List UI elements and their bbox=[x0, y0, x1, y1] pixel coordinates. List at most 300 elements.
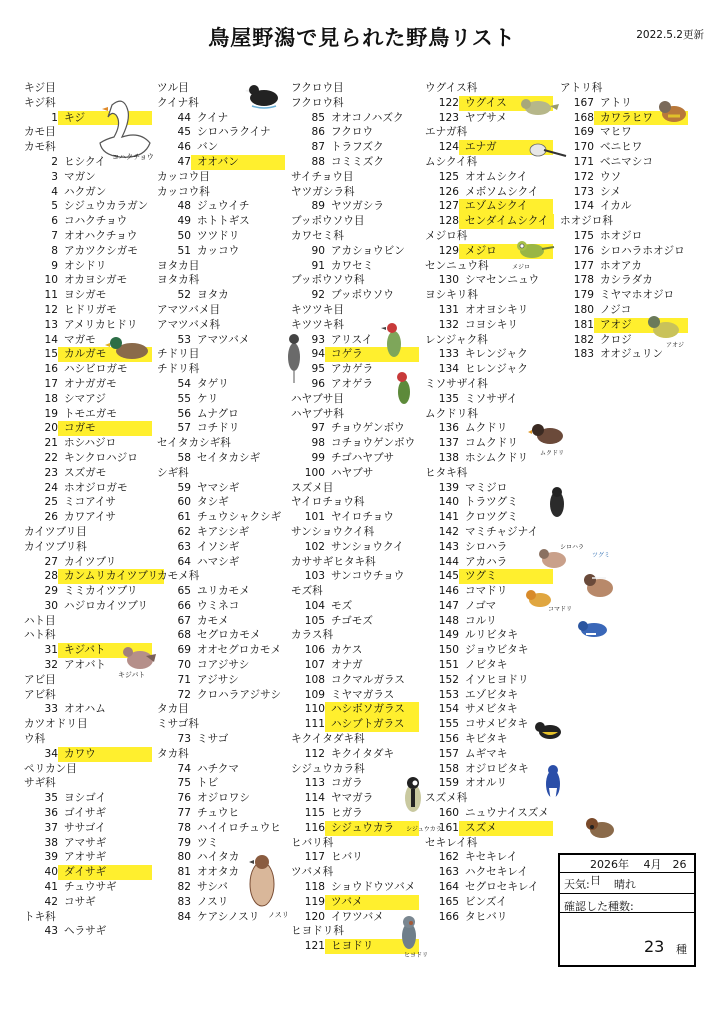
species-row[interactable] bbox=[24, 259, 164, 274]
species-number: 66 bbox=[177, 599, 191, 612]
species-row[interactable] bbox=[291, 599, 419, 614]
species-number: 27 bbox=[44, 555, 58, 568]
species-name: ハヤブサ bbox=[331, 466, 374, 479]
species-row[interactable] bbox=[24, 303, 164, 318]
species-row[interactable] bbox=[24, 199, 164, 214]
species-row[interactable] bbox=[24, 481, 164, 496]
species-row[interactable] bbox=[157, 244, 285, 259]
species-number: 16 bbox=[44, 363, 58, 376]
group-heading: アトリ科 bbox=[560, 82, 603, 94]
species-row[interactable] bbox=[560, 170, 688, 185]
species-number: 139 bbox=[438, 481, 459, 494]
species-row[interactable] bbox=[24, 451, 164, 466]
species-name: ホオジロガモ bbox=[64, 481, 128, 494]
group-heading: ミソサザイ科 bbox=[425, 377, 488, 390]
thrush2-sketch-label: ツグミ bbox=[592, 552, 610, 559]
species-row[interactable] bbox=[24, 702, 164, 717]
group-heading: ブッポウソウ科 bbox=[291, 274, 365, 287]
species-name: セグロセキレイ bbox=[465, 881, 539, 894]
species-name: ホシハジロ bbox=[64, 437, 117, 450]
species-name: オカヨシガモ bbox=[64, 274, 128, 287]
species-number: 60 bbox=[177, 496, 191, 509]
species-name-observed: センダイムシクイ bbox=[459, 214, 554, 229]
species-row[interactable] bbox=[425, 776, 554, 791]
species-row[interactable] bbox=[425, 273, 554, 288]
species-row[interactable] bbox=[157, 510, 285, 525]
species-row[interactable] bbox=[425, 821, 554, 836]
species-name-observed: ハシブトガラス bbox=[325, 717, 419, 732]
species-number: 128 bbox=[438, 215, 459, 228]
species-row[interactable] bbox=[425, 392, 554, 407]
species-number: 55 bbox=[177, 392, 191, 405]
group-heading: ムシクイ科 bbox=[425, 155, 478, 168]
species-row[interactable] bbox=[24, 407, 164, 422]
species-name: オオハム bbox=[64, 703, 106, 716]
species-row[interactable] bbox=[425, 185, 554, 200]
species-row[interactable] bbox=[157, 688, 285, 703]
species-row[interactable] bbox=[24, 288, 164, 303]
species-row[interactable] bbox=[157, 555, 285, 570]
species-row[interactable] bbox=[24, 170, 164, 185]
species-name-observed: ウグイス bbox=[459, 96, 553, 111]
species-number: 172 bbox=[573, 170, 594, 183]
species-row[interactable] bbox=[425, 762, 554, 777]
species-number: 161 bbox=[438, 821, 459, 834]
species-number: 89 bbox=[311, 200, 325, 213]
group-heading: トキ科 bbox=[24, 910, 56, 923]
species-number: 174 bbox=[573, 200, 594, 213]
species-name: サンショウクイ bbox=[331, 540, 404, 553]
species-number: 175 bbox=[573, 229, 594, 242]
species-row[interactable] bbox=[24, 229, 164, 244]
species-number: 160 bbox=[438, 807, 459, 820]
species-name: ハジロカイツブリ bbox=[64, 599, 149, 612]
species-row[interactable] bbox=[291, 244, 419, 259]
species-row[interactable] bbox=[24, 436, 164, 451]
species-name: オジロビタキ bbox=[465, 762, 529, 775]
species-number: 49 bbox=[177, 215, 191, 228]
species-name-observed: シジュウカラ bbox=[325, 821, 419, 836]
species-row[interactable] bbox=[425, 880, 554, 895]
species-number: 13 bbox=[44, 318, 58, 331]
group-heading: サンショウクイ科 bbox=[291, 525, 375, 538]
species-row[interactable] bbox=[157, 762, 285, 777]
species-row[interactable] bbox=[24, 466, 164, 481]
group-heading: アビ科 bbox=[24, 688, 56, 701]
species-name: ヒガラ bbox=[331, 807, 363, 820]
species-name: コチョウゲンボウ bbox=[331, 437, 416, 450]
species-row[interactable] bbox=[157, 407, 285, 422]
species-row[interactable] bbox=[291, 540, 419, 555]
species-number: 138 bbox=[438, 451, 459, 464]
group-heading: ヒタキ科 bbox=[425, 466, 468, 479]
species-row[interactable] bbox=[425, 362, 554, 377]
species-row[interactable] bbox=[157, 806, 285, 821]
species-row[interactable] bbox=[425, 673, 554, 688]
species-name: キレンジャク bbox=[465, 348, 528, 361]
species-row[interactable] bbox=[24, 865, 164, 880]
species-number: 43 bbox=[44, 925, 58, 938]
group-heading: ブッポウソウ目 bbox=[291, 215, 365, 228]
species-row[interactable] bbox=[24, 836, 164, 851]
group-heading: カッコウ科 bbox=[157, 185, 210, 198]
species-row[interactable] bbox=[24, 362, 164, 377]
species-name: マミチャジナイ bbox=[465, 525, 539, 538]
species-row[interactable] bbox=[560, 199, 688, 214]
bunting-sketch-label: アオジ bbox=[666, 342, 684, 349]
species-row[interactable] bbox=[425, 643, 554, 658]
species-row[interactable] bbox=[157, 451, 285, 466]
species-row[interactable] bbox=[425, 347, 554, 362]
species-name: オオルリ bbox=[465, 777, 508, 790]
species-number: 176 bbox=[573, 244, 594, 257]
species-number: 168 bbox=[573, 111, 594, 124]
species-row[interactable] bbox=[24, 495, 164, 510]
species-row[interactable] bbox=[24, 924, 164, 939]
species-name: ミヤマガラス bbox=[331, 688, 395, 701]
species-name: マミジロ bbox=[465, 481, 508, 494]
species-row[interactable] bbox=[291, 288, 419, 303]
species-row[interactable] bbox=[24, 747, 164, 762]
species-number: 158 bbox=[438, 762, 459, 775]
species-row[interactable] bbox=[157, 125, 285, 140]
species-name-observed: カンムリカイツブリ bbox=[58, 569, 164, 584]
species-row[interactable] bbox=[291, 643, 419, 658]
species-number: 5 bbox=[51, 200, 58, 213]
species-name: コサギ bbox=[64, 895, 96, 908]
species-name: オナガ bbox=[331, 659, 363, 672]
species-row[interactable] bbox=[425, 318, 554, 333]
species-name: ヘラサギ bbox=[64, 925, 107, 938]
species-number: 95 bbox=[311, 363, 325, 376]
species-name: オオセグロカモメ bbox=[197, 644, 282, 657]
species-number: 135 bbox=[438, 392, 459, 405]
group-heading: メジロ科 bbox=[425, 229, 468, 242]
narcissus-flycatcher-sketch bbox=[532, 716, 568, 746]
species-row[interactable] bbox=[291, 895, 419, 910]
species-row[interactable] bbox=[157, 673, 285, 688]
species-row[interactable] bbox=[291, 688, 419, 703]
species-row[interactable] bbox=[157, 214, 285, 229]
species-row[interactable] bbox=[157, 584, 285, 599]
species-row[interactable] bbox=[425, 895, 554, 910]
group-heading: レンジャク科 bbox=[425, 333, 488, 346]
species-row[interactable] bbox=[291, 569, 419, 584]
species-row[interactable] bbox=[291, 199, 419, 214]
species-row[interactable] bbox=[425, 170, 554, 185]
group-heading: タカ目 bbox=[157, 703, 189, 716]
starling-sketch bbox=[528, 418, 568, 452]
species-row[interactable] bbox=[157, 229, 285, 244]
species-number: 18 bbox=[44, 392, 58, 405]
species-name: ウソ bbox=[600, 170, 622, 183]
species-number: 37 bbox=[44, 821, 58, 834]
species-count-value[interactable]: 23 bbox=[644, 937, 665, 956]
species-row[interactable] bbox=[24, 599, 164, 614]
species-row[interactable] bbox=[157, 392, 285, 407]
species-name-observed: ダイサギ bbox=[58, 865, 152, 880]
species-row[interactable] bbox=[24, 850, 164, 865]
species-row[interactable] bbox=[425, 910, 554, 925]
species-number: 101 bbox=[304, 511, 325, 524]
species-number: 93 bbox=[311, 333, 325, 346]
species-row[interactable] bbox=[291, 821, 419, 836]
species-number: 56 bbox=[177, 407, 191, 420]
species-number: 79 bbox=[177, 836, 191, 849]
species-name: キアシシギ bbox=[197, 525, 250, 538]
species-name: メボソムシクイ bbox=[465, 185, 539, 198]
species-number: 110 bbox=[304, 703, 325, 716]
species-row[interactable] bbox=[157, 540, 285, 555]
species-row[interactable] bbox=[425, 495, 554, 510]
species-row[interactable] bbox=[24, 584, 164, 599]
species-row[interactable] bbox=[24, 421, 164, 436]
species-name: ノスリ bbox=[197, 895, 229, 908]
species-number: 78 bbox=[177, 821, 191, 834]
group-heading: ハト目 bbox=[24, 614, 56, 627]
species-row[interactable] bbox=[425, 806, 554, 821]
species-row[interactable] bbox=[24, 895, 164, 910]
species-name: ハシビロガモ bbox=[64, 363, 128, 376]
species-row[interactable] bbox=[157, 776, 285, 791]
species-column-3 bbox=[291, 81, 419, 954]
species-number: 41 bbox=[44, 881, 58, 894]
species-name: コルリ bbox=[465, 614, 497, 627]
weather-value[interactable]: 晴れ bbox=[614, 878, 636, 891]
species-name: ハマシギ bbox=[197, 555, 240, 568]
species-row[interactable] bbox=[24, 806, 164, 821]
species-row[interactable] bbox=[291, 673, 419, 688]
species-number: 77 bbox=[177, 807, 191, 820]
species-row[interactable] bbox=[291, 614, 419, 629]
group-heading: ハト科 bbox=[24, 629, 56, 642]
species-number: 183 bbox=[573, 348, 594, 361]
species-row[interactable] bbox=[425, 865, 554, 880]
species-number: 129 bbox=[438, 244, 459, 257]
species-row[interactable] bbox=[157, 791, 285, 806]
species-row[interactable] bbox=[157, 614, 285, 629]
species-row[interactable] bbox=[24, 555, 164, 570]
species-row[interactable] bbox=[425, 747, 554, 762]
species-number: 116 bbox=[304, 821, 325, 834]
species-row[interactable] bbox=[291, 880, 419, 895]
species-row[interactable] bbox=[425, 451, 554, 466]
group-heading: キジ科 bbox=[24, 96, 56, 109]
tit-sketch bbox=[398, 772, 428, 822]
species-row[interactable] bbox=[157, 155, 285, 170]
species-row[interactable] bbox=[24, 880, 164, 895]
species-name: キンクロハジロ bbox=[64, 451, 138, 464]
group-heading: カイツブリ科 bbox=[24, 540, 87, 553]
species-row[interactable] bbox=[560, 244, 688, 259]
species-name: ササゴイ bbox=[64, 821, 106, 834]
species-name-observed: ハシボソガラス bbox=[325, 702, 419, 717]
species-row[interactable] bbox=[291, 155, 419, 170]
species-name-observed: カワウ bbox=[58, 747, 152, 762]
species-number: 104 bbox=[304, 599, 325, 612]
species-count-label: 確認した種数: bbox=[564, 900, 634, 913]
species-row[interactable] bbox=[425, 688, 554, 703]
species-row[interactable] bbox=[24, 214, 164, 229]
species-number: 134 bbox=[438, 363, 459, 376]
species-name: フクロウ bbox=[331, 126, 374, 139]
group-heading: カモ科 bbox=[24, 141, 56, 154]
species-row[interactable] bbox=[560, 259, 688, 274]
species-number: 59 bbox=[177, 481, 191, 494]
species-row[interactable] bbox=[24, 377, 164, 392]
species-number: 15 bbox=[44, 348, 58, 361]
species-row[interactable] bbox=[24, 821, 164, 836]
record-date[interactable]: 2026年 4月 26日 bbox=[590, 858, 687, 887]
species-number: 105 bbox=[304, 614, 325, 627]
species-number: 25 bbox=[44, 496, 58, 509]
species-row[interactable] bbox=[157, 525, 285, 540]
species-number: 120 bbox=[304, 910, 325, 923]
species-name: タヒバリ bbox=[465, 910, 508, 923]
greenfinch-sketch bbox=[654, 96, 694, 128]
group-heading: ヨタカ科 bbox=[157, 274, 200, 287]
species-name: オオヨシキリ bbox=[465, 303, 529, 316]
species-number: 100 bbox=[304, 466, 325, 479]
species-row[interactable] bbox=[157, 111, 285, 126]
species-row[interactable] bbox=[560, 347, 688, 362]
species-row[interactable] bbox=[425, 510, 554, 525]
species-row[interactable] bbox=[157, 821, 285, 836]
species-row[interactable] bbox=[425, 199, 554, 214]
species-number: 155 bbox=[438, 718, 459, 731]
species-row[interactable] bbox=[24, 273, 164, 288]
species-row[interactable] bbox=[24, 510, 164, 525]
species-row[interactable] bbox=[24, 392, 164, 407]
species-row[interactable] bbox=[157, 481, 285, 496]
species-row[interactable] bbox=[157, 288, 285, 303]
species-number: 150 bbox=[438, 644, 459, 657]
species-number: 103 bbox=[304, 570, 325, 583]
species-row[interactable] bbox=[157, 732, 285, 747]
species-number: 80 bbox=[177, 851, 191, 864]
species-row[interactable] bbox=[291, 140, 419, 155]
species-name: マヒワ bbox=[600, 126, 632, 139]
group-heading: ウ科 bbox=[24, 733, 46, 746]
species-row[interactable] bbox=[560, 155, 688, 170]
species-row[interactable] bbox=[291, 747, 419, 762]
species-row[interactable] bbox=[291, 421, 419, 436]
species-name: コマドリ bbox=[465, 585, 508, 598]
species-row[interactable] bbox=[291, 702, 419, 717]
species-number: 65 bbox=[177, 585, 191, 598]
group-heading: キジ目 bbox=[24, 82, 56, 94]
species-row[interactable] bbox=[157, 643, 285, 658]
species-row[interactable] bbox=[560, 273, 688, 288]
species-row[interactable] bbox=[425, 481, 554, 496]
species-number: 12 bbox=[44, 303, 58, 316]
species-number: 151 bbox=[438, 659, 459, 672]
species-row[interactable] bbox=[560, 185, 688, 200]
species-name: ベニマシコ bbox=[600, 155, 653, 168]
species-row[interactable] bbox=[425, 214, 554, 229]
species-row[interactable] bbox=[291, 451, 419, 466]
species-number: 23 bbox=[44, 466, 58, 479]
species-number: 99 bbox=[311, 451, 325, 464]
species-row[interactable] bbox=[291, 259, 419, 274]
species-name-observed: カワラヒワ bbox=[594, 111, 688, 126]
species-row[interactable] bbox=[291, 111, 419, 126]
species-row[interactable] bbox=[24, 185, 164, 200]
species-name: キセキレイ bbox=[465, 851, 518, 864]
species-row[interactable] bbox=[291, 510, 419, 525]
species-row[interactable] bbox=[560, 288, 688, 303]
species-number: 76 bbox=[177, 792, 191, 805]
species-name: カッコウ bbox=[197, 244, 240, 257]
group-heading: エナガ科 bbox=[425, 126, 468, 139]
species-number: 156 bbox=[438, 733, 459, 746]
species-row[interactable] bbox=[157, 377, 285, 392]
species-row[interactable] bbox=[291, 717, 419, 732]
species-name: ヨシゴイ bbox=[64, 792, 107, 805]
species-row[interactable] bbox=[291, 658, 419, 673]
duck-sketch bbox=[104, 333, 154, 363]
species-row[interactable] bbox=[425, 525, 554, 540]
species-name-observed: ツバメ bbox=[325, 895, 419, 910]
species-number: 71 bbox=[177, 673, 191, 686]
species-number: 117 bbox=[304, 851, 325, 864]
species-row[interactable] bbox=[560, 140, 688, 155]
species-name: カワアイサ bbox=[64, 511, 117, 524]
species-name: アカハラ bbox=[465, 555, 508, 568]
robin-sketch-label: コマドリ bbox=[548, 606, 573, 613]
species-row[interactable] bbox=[425, 850, 554, 865]
species-row[interactable] bbox=[24, 318, 164, 333]
species-number: 53 bbox=[177, 333, 191, 346]
species-row[interactable] bbox=[24, 791, 164, 806]
species-row[interactable] bbox=[157, 199, 285, 214]
species-row[interactable] bbox=[291, 125, 419, 140]
species-number: 137 bbox=[438, 437, 459, 450]
group-heading: アビ目 bbox=[24, 673, 56, 686]
species-row[interactable] bbox=[157, 421, 285, 436]
species-name: ヤツガシラ bbox=[331, 200, 384, 213]
species-row[interactable] bbox=[157, 599, 285, 614]
species-name-observed: キジバト bbox=[58, 643, 152, 658]
species-row[interactable] bbox=[157, 495, 285, 510]
species-row[interactable] bbox=[425, 303, 554, 318]
species-row[interactable] bbox=[291, 436, 419, 451]
bulbul-sketch-label: ヒヨドリ bbox=[404, 952, 429, 959]
species-row[interactable] bbox=[291, 466, 419, 481]
species-row[interactable] bbox=[157, 658, 285, 673]
species-row[interactable] bbox=[157, 333, 285, 348]
species-number: 177 bbox=[573, 259, 594, 272]
group-heading: チドリ科 bbox=[157, 363, 200, 376]
species-row[interactable] bbox=[425, 628, 554, 643]
species-name: アオバト bbox=[64, 659, 106, 672]
species-name: シジュウカラガン bbox=[64, 200, 149, 213]
species-number: 3 bbox=[51, 170, 58, 183]
species-row[interactable] bbox=[291, 850, 419, 865]
species-row[interactable] bbox=[560, 229, 688, 244]
species-number: 7 bbox=[51, 229, 58, 242]
species-row[interactable] bbox=[425, 658, 554, 673]
species-row[interactable] bbox=[157, 140, 285, 155]
species-name-observed: オオバン bbox=[191, 155, 285, 170]
species-row[interactable] bbox=[24, 244, 164, 259]
species-row[interactable] bbox=[425, 614, 554, 629]
group-heading: キツツキ科 bbox=[291, 318, 344, 331]
species-row[interactable] bbox=[157, 628, 285, 643]
species-number: 73 bbox=[177, 733, 191, 746]
species-number: 126 bbox=[438, 185, 459, 198]
species-row[interactable] bbox=[24, 569, 164, 584]
